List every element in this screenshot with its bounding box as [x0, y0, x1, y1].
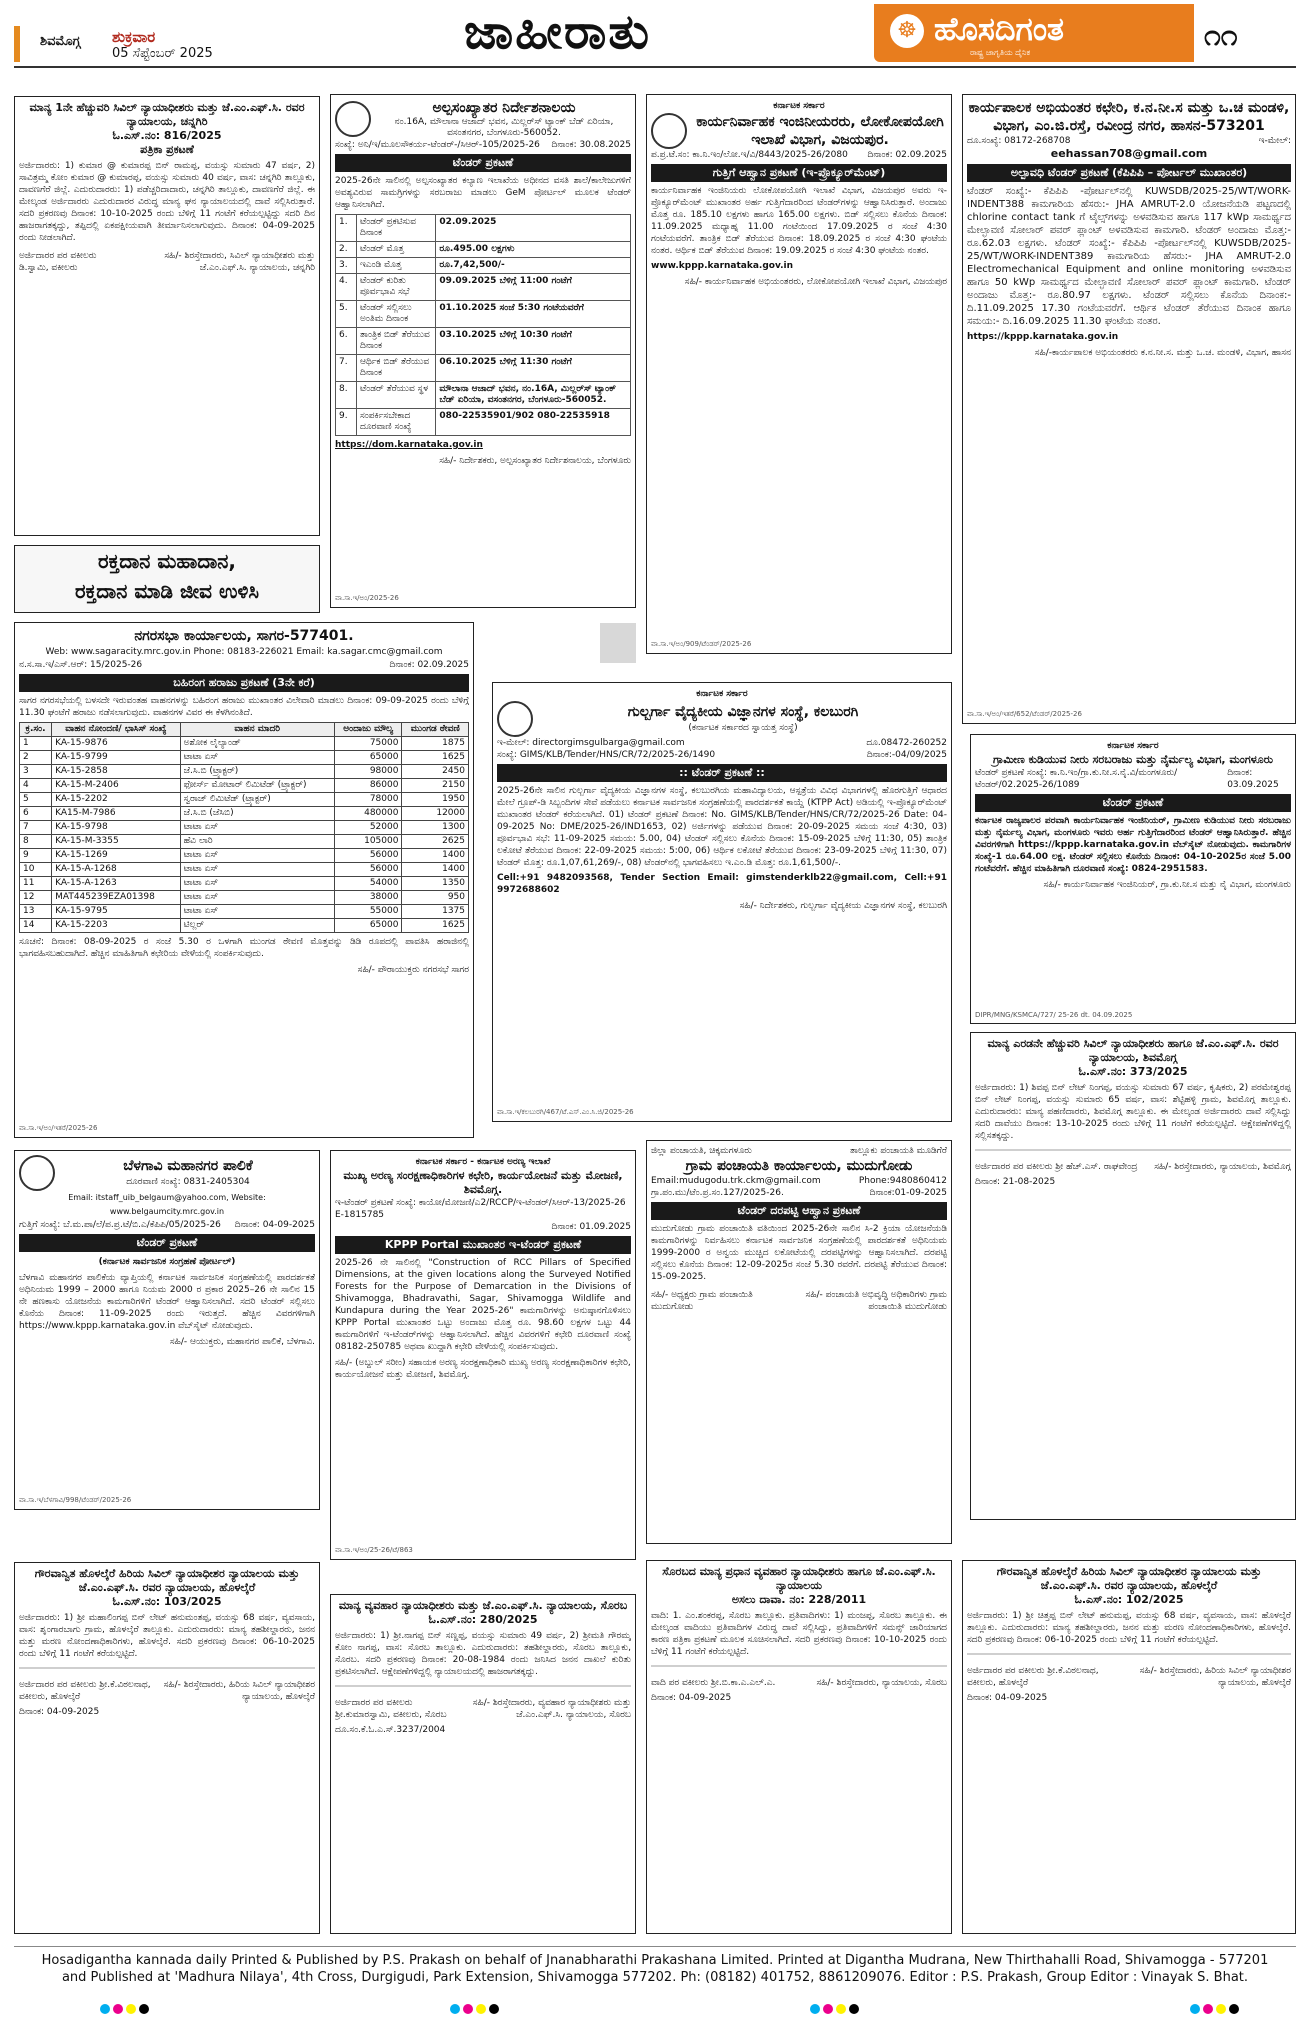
- table-cell: KA-15-M-3355: [52, 835, 180, 849]
- schedule-row: [336, 258, 631, 274]
- notice-body: ಮುದುಗೋಡು ಗ್ರಾಮ ಪಂಚಾಯಿತಿ ವತಿಯಿಂದ 2025-26ನೇ ಸಾಲಿನ ಸಿ-2 ಕ್ರಿಯಾ ಯೋಜನೆಯಡಿ ಕಾಮಗಾರಿಗಳನ್ನು ನಿರ್ವಹಿಸಲು ಕರ್ನಾಟಕ ಸಾರ್ವಜನಿಕ ಸಂಗ್ರಹಣೆಯಲ್ಲಿ ಪಾರದರ್ಶಕತೆ ಅಧಿನಿಯಮ 1999-2000 ರ ಅನ್ವಯ ಮುಚ್ಚಿದ ಲಕೋಟೆಯಲ್ಲಿ ದರಪಟ್ಟಿಗಳನ್ನು ಆಹ್ವಾನಿಸಲಾಗಿದೆ. ದರಪಟ್ಟಿ ಸಲ್ಲಿಸಲು ಕೊನೆಯ ದಿನಾಂಕ: 12-09-2025ರ ಸಂಜೆ 5.30 ರವರೆಗೆ. ದರಪಟ್ಟಿ ತೆರೆಯುವ ದಿನಾಂಕ: 15-09-2025.: [651, 1224, 947, 1282]
- table-cell: ಟಾಟಾ ಏಸ್: [180, 877, 334, 891]
- notice-heading: ಮಾನ್ಯ ವ್ಯವಹಾರ ನ್ಯಾಯಾಧೀಶರು ಮತ್ತು ಜೆ.ಎಂ.ಎಫ್.ಸಿ. ನ್ಯಾಯಾಲಯ, ಸೊರಬ: [338, 1599, 628, 1612]
- signatory-left: ಸಹಿ/- ಅಧ್ಯಕ್ಷರು ಗ್ರಾಮ ಪಂಚಾಯಿತಿ ಮುದುಗೋಡು: [651, 1290, 753, 1312]
- table-cell: KA-15-2203: [52, 919, 180, 933]
- notice-type-bar: ಗುತ್ತಿಗೆ ಆಹ್ವಾನ ಪ್ರಕಟಣೆ (ಇ-ಪ್ರೊಕ್ಯೂರ್‌ಮೆಂಟ್): [651, 164, 947, 182]
- signatory: ಸಹಿ/- ಕಾರ್ಯನಿರ್ವಾಹಕ ಇಂಜಿನಿಯರ್, ಗ್ರಾ.ಕು.ನೀ.ಸ ಮತ್ತು ನೈ ವಿಭಾಗ, ಮಂಗಳೂರು: [1043, 880, 1291, 890]
- signatory: ಸಹಿ/- ಶಿರಸ್ತೇದಾರರು, ಸಿವಿಲ್ ನ್ಯಾಯಾಧೀಶರು ಮತ್ತು ಜೆ.ಎಂ.ಎಫ್.ಸಿ. ನ್ಯಾಯಾಲಯ, ಚನ್ನಗಿರಿ: [164, 251, 315, 273]
- table-row: [20, 891, 469, 905]
- table-cell: ಜೆ.ಸಿ.ಬಿ (ಜೆಸಿಬಿ): [180, 807, 334, 821]
- government-label: ಕರ್ನಾಟಕ ಸರ್ಕಾರ: [696, 689, 748, 699]
- email-address: ಇ-ಮೇಲ್: directorgimsgulbarga@gmail.com: [497, 738, 685, 748]
- ad-code: ವಾ.ಸಾ.ಇ/ಕಲಬುರಗಿ/467/ಟೆ.ಎಸ್.ಎಂ.ಸಿ.ಜಿ/2025-26: [497, 1108, 634, 1116]
- case-number: ಓ.ಎಸ್.ನಂ: 280/2025: [428, 1613, 538, 1626]
- page-number: ೧೧: [1204, 18, 1238, 53]
- table-cell: ಜೆ.ಸಿ.ಬಿ (ಟ್ರ್ಯಾಕ್ಟರ್): [180, 765, 334, 779]
- signatory: ಸಹಿ/- ಶಿರಸ್ತೇದಾರರು, ನ್ಯಾಯಾಲಯ, ಶಿವಮೊಗ್ಗ: [1154, 1162, 1291, 1172]
- tender-minorities-directorate: [330, 94, 636, 608]
- ad-code: ವಾ.ಸಾ.ಇ/ಬೆಳಗಾವಿ/998/ಟೆಂಡರ್/2025-26: [19, 1496, 132, 1504]
- government-label: ಕರ್ನಾಟಕ ಸರ್ಕಾರ - ಕರ್ನಾಟಕ ಅರಣ್ಯ ಇಲಾಖೆ: [415, 1157, 551, 1167]
- table-cell: KA-15-2202: [52, 793, 180, 807]
- table-cell: 9: [20, 849, 52, 863]
- notice-date: ದಿನಾಂಕ: 21-08-2025: [975, 1177, 1056, 1187]
- edition-day: ಶುಕ್ರವಾರ: [112, 28, 156, 46]
- contact-details: Cell:+91 9482093568, Tender Section Email: gimstenderklb22@gmail.com, Cell:+91 9972688602: [497, 873, 947, 895]
- table-cell: 14: [20, 919, 52, 933]
- department-name: ಬೆಳಗಾವಿ ಮಹಾನಗರ ಪಾಲಿಕೆ: [123, 1158, 253, 1174]
- phone-number: Phone:9480860412: [858, 1176, 947, 1186]
- schedule-cell: 4.: [336, 274, 357, 301]
- phone-number: ದೂ.08472-260252: [866, 738, 947, 748]
- notice-date: ದಿನಾಂಕ: 04-09-2025: [234, 1220, 315, 1230]
- registration-mark-icon: [100, 2004, 149, 2016]
- department-name: ಗ್ರಾಮ ಪಂಚಾಯತಿ ಕಾರ್ಯಾಲಯ, ಮುದುಗೋಡು: [685, 1158, 913, 1174]
- notice-body: ಅರ್ಜಿದಾರರು: 1) ಶ್ರೀ ಚಿತ್ತಪ್ಪ ಬಿನ್ ಲೇಟ್ ಹನುಮಪ್ಪ, ವಯಸ್ಸು 68 ವರ್ಷ, ವ್ಯವಸಾಯ, ವಾಸ: ಹೊಳಲ್ಕೆರೆ ತಾಲ್ಲೂಕು. ಎದುರುದಾರರು: ಮಾನ್ಯ ತಹಶೀಲ್ದಾರರು, ಜನನ ಮತ್ತು ಮರಣ ನೋಂದಣಾಧಿಕಾರಿಗಳು, ಹೊಳಲ್ಕೆರೆ. ಸದರಿ ಪ್ರಕರಣವು ದಿನಾಂಕ: 06-10-2025 ರಂದು ಬೆಳಿಗ್ಗೆ 11 ಗಂಟೆಗೆ ಕರೆಯಲ್ಪಟ್ಟಿದೆ.: [967, 1611, 1291, 1645]
- notice-body: ಕರ್ನಾಟಕ ರಾಜ್ಯಪಾಲರ ಪರವಾಗಿ ಕಾರ್ಯನಿರ್ವಾಹಕ ಇಂಜಿನಿಯರ್, ಗ್ರಾಮೀಣ ಕುಡಿಯುವ ನೀರು ಸರಬರಾಜು ಮತ್ತು ನೈರ್ಮಲ್ಯ ವಿಭಾಗ, ಮಂಗಳೂರು ಇವರು ಅರ್ಹ ಗುತ್ತಿಗೆದಾರರಿಂದ ಟೆಂಡರ್ ಆಹ್ವಾನಿಸಿರುತ್ತಾರೆ. ಹೆಚ್ಚಿನ ವಿವರಗಳಿಗಾಗಿ https://kppp.karnataka.gov.in ವೆಬ್‌ಸೈಟ್ ನೋಡುವುದು. ಕಾಮಗಾರಿಗಳ ಸಂಖ್ಯೆ-1 ರೂ.64.00 ಲಕ್ಷ. ಟೆಂಡರ್ ಸಲ್ಲಿಸಲು ಕೊನೆಯ ದಿನಾಂಕ: 04-10-2025ರ ಸಂಜೆ 5.00 ಗಂಟೆವರೆಗೆ. ಹೆಚ್ಚಿನ ಮಾಹಿತಿಗಾಗಿ ದೂರವಾಣಿ ಸಂಖ್ಯೆ: 0824-2951583.: [975, 816, 1291, 874]
- corporation-emblem-icon: [19, 1155, 55, 1191]
- table-row: [20, 877, 469, 891]
- government-label: ಕರ್ನಾಟಕ ಸರ್ಕಾರ: [1107, 741, 1159, 751]
- table-cell: 86000: [334, 779, 402, 793]
- table-row: [20, 765, 469, 779]
- masthead: [14, 4, 1296, 64]
- table-cell: KA-15-9799: [52, 751, 180, 765]
- notice-body: ಅರ್ಜಿದಾರರು: 1) ಶಿವಪ್ಪ ಬಿನ್ ಲೇಟ್ ನಿಂಗಪ್ಪ, ವಯಸ್ಸು ಸುಮಾರು 67 ವರ್ಷ, ಕೃಷಿಕರು, 2) ಪರಮೇಶ್ವರಪ್ಪ ಬಿನ್ ಲೇಟ್ ನಿಂಗಪ್ಪ, ವಯಸ್ಸು ಸುಮಾರು 65 ವರ್ಷ, ವಾಸ: ಶೆಟ್ಟಿಹಳ್ಳಿ ಗ್ರಾಮ, ಶಿವಮೊಗ್ಗ ತಾಲ್ಲೂಕು. ಎದುರುದಾರರು: ಮಾನ್ಯ ಪಹಣಿದಾರರು, ಶಿವಮೊಗ್ಗ ತಾಲ್ಲೂಕು. ಈ ಮೇಲ್ಕಂಡ ಅರ್ಜಿದಾರರು ದಾವೆ ಸಲ್ಲಿಸಿದ್ದು ಸದರಿ ದಾವೆಯು ದಿನಾಂಕ: 13-10-2025 ರಂದು ಬೆಳಿಗ್ಗೆ 11 ಗಂಟೆಗೆ ಕರೆಯಲ್ಪಟ್ಟಿದೆ. ಆಕ್ಷೇಪಣೆಗಳಿದ್ದಲ್ಲಿ ಸಲ್ಲಿಸತಕ್ಕದ್ದು.: [975, 1083, 1291, 1141]
- department-name: ಮುಖ್ಯ ಅರಣ್ಯ ಸಂರಕ್ಷಣಾಧಿಕಾರಿಗಳ ಕಛೇರಿ, ಕಾರ್ಯಯೋಜನೆ ಮತ್ತು ಮೋಜಣಿ, ಶಿವಮೊಗ್ಗ.: [343, 1169, 623, 1196]
- masthead-divider: [14, 66, 1296, 68]
- phone-number: ದೂ.ಸಂಖ್ಯೆ: 08172-268708: [967, 136, 1071, 146]
- signatory: ಸಹಿ/- ಆಯುಕ್ತರು, ಮಹಾನಗರ ಪಾಲಿಕೆ, ಬೆಳಗಾವಿ.: [169, 1337, 315, 1347]
- table-cell: 54000: [334, 877, 402, 891]
- text-filler: [651, 1662, 947, 1671]
- reference-number: ಗ್ರಾ.ಪಂ.ಮು/ಟೆಂ.ಪ್ರ.ಸಂ.127/2025-26.: [651, 1188, 784, 1198]
- reference-number: ಸಂಖ್ಯೆ: GIMS/KLB/Tender/HNS/CR/72/2025-26/1490: [497, 750, 716, 760]
- column-header: ಅಂದಾಜು ಮೌಲ್ಯ: [334, 723, 402, 737]
- signatory: ಸಹಿ/- ಪೌರಾಯುಕ್ತರು ನಗರಸಭೆ ಸಾಗರ: [357, 965, 469, 975]
- tender-forest-shivamogga: [330, 1150, 636, 1560]
- website-link[interactable]: www.kppp.karnataka.gov.in: [651, 261, 794, 271]
- edition-date: 05 ಸೆಪ್ಟೆಂಬರ್ 2025: [112, 46, 213, 61]
- schedule-row: [336, 328, 631, 355]
- schedule-cell: 06.10.2025 ಬೆಳಿಗ್ಗೆ 11:30 ಗಂಟೆಗೆ: [436, 355, 631, 382]
- schedule-cell: 2.: [336, 242, 357, 258]
- schedule-row: [336, 355, 631, 382]
- table-cell: 12000: [402, 807, 469, 821]
- signatory: ಸಹಿ/-ಕಾರ್ಯಪಾಲಕ ಅಭಿಯಂತರರು ಕ.ನ.ನೀ.ಸ. ಮತ್ತು ಒ.ಚ. ಮಂಡಳಿ, ವಿಭಾಗ, ಹಾಸನ: [1034, 348, 1291, 358]
- notice-date: ದಿನಾಂಕ: 04-09-2025: [967, 1693, 1048, 1703]
- schedule-row: [336, 409, 631, 436]
- notice-body: ಅರ್ಜಿದಾರರು: 1) ಕುಮಾರ @ ಕುಮಾರಪ್ಪ ಬಿನ್ ರಾಮಪ್ಪ, ವಯಸ್ಸು ಸುಮಾರು 47 ವರ್ಷ, 2) ಸಾವಿತ್ರಮ್ಮ ಕೋಂ ಕುಮಾರ @ ಕುಮಾರಪ್ಪ, ವಯಸ್ಸು ಸುಮಾರು 40 ವರ್ಷ, ವಾಸ: ಚನ್ನಗಿರಿ ತಾಲ್ಲೂಕು, ದಾವಣಗೆರೆ ಜಿಲ್ಲೆ. ಎದುರುದಾರರು: 1) ಪಡೆಚ್ಚರಿದಾದಾರು, ಚನ್ನಗಿರಿ ತಾಲ್ಲೂಕು, ದಾವಣಗೆರೆ ಜಿಲ್ಲೆ. ಈ ಮೇಲ್ಕಂಡ ಅರ್ಜಿದಾರರು ಎದುರುದಾರರ ವಿರುದ್ಧ ಮಾನ್ಯ ಘನ ನ್ಯಾಯಾಲಯದಲ್ಲಿ ದಾವೆ ಸಲ್ಲಿಸಿರುತ್ತಾರೆ. ಸದರಿ ಪ್ರಕರಣವು ದಿನಾಂಕ: 10-10-2025 ರಂದು ಬೆಳಿಗ್ಗೆ 11 ಗಂಟೆಗೆ ಕರೆಯಲ್ಪಟ್ಟಿದ್ದು ಸದರಿ ದಿನ ಹಾಜರಾಗತಕ್ಕದ್ದು, ತಪ್ಪಿದಲ್ಲಿ ಏಕಪಕ್ಷೀಯವಾಗಿ ತೀರ್ಮಾನಿಸಲಾಗುವುದು. ದಿನಾಂಕ: 04-09-2025 ರಂದು ನೀಡಲಾಗಿದೆ.: [19, 161, 315, 243]
- column-header: ವಾಹನ ನೋಂದಣಿ/ ಛಾಸಿಸ್ ಸಂಖ್ಯೆ: [52, 723, 180, 737]
- advocate: ಅರ್ಜಿದಾರರ ಪರ ವಕೀಲರು ಶ್ರೀ.ಕೆ.ವಿಠಲನಾಥ, ವಕೀಲರು, ಹೊಳಲ್ಕೆರೆ: [967, 1666, 1099, 1688]
- table-cell: 52000: [334, 821, 402, 835]
- table-cell: 13: [20, 905, 52, 919]
- schedule-cell: 7.: [336, 355, 357, 382]
- notice-subtitle: (ಕರ್ನಾಟಕ ಸಾರ್ವಜನಿಕ ಸಂಗ್ರಹಣೆ ಪೋರ್ಟಲ್): [98, 1257, 236, 1267]
- website-link[interactable]: https://dom.karnataka.gov.in: [335, 440, 483, 450]
- table-cell: ಟಾಟಾ ಏಸ್: [180, 891, 334, 905]
- table-cell: KA-15-1269: [52, 849, 180, 863]
- table-cell: ಫೋರ್ಸ್ ಮೋಟಾರ್ ಲಿಮಿಟೆಡ್ (ಟ್ರ್ಯಾಕ್ಟರ್): [180, 779, 334, 793]
- tender-schedule-table: [335, 214, 631, 436]
- notice-intro: ಸಾಗರ ನಗರಸಭೆಯಲ್ಲಿ ಬಳಸದೇ ಇರುವಂತಹ ವಾಹನಗಳನ್ನು ಬಹಿರಂಗ ಹರಾಜು ಮುಖಾಂತರ ವಿಲೇವಾರಿ ಮಾಡಲು ದಿನಾಂಕ: 09-09-2025 ರಂದು ಬೆಳಿಗ್ಗೆ 11.30 ಘಂಟೆಗೆ ಹರಾಜು ನಡೆಸಲಾಗುವುದು. ವಾಹನಗಳ ವಿವರ ಈ ಕೆಳಗಿನಂತಿದೆ.: [19, 696, 469, 718]
- table-row: [20, 807, 469, 821]
- table-cell: 11: [20, 877, 52, 891]
- table-cell: 5: [20, 793, 52, 807]
- blood-donation-slogan: [14, 545, 320, 613]
- registration-mark-icon: [450, 2004, 499, 2016]
- table-cell: 105000: [334, 835, 402, 849]
- case-number: ಓ.ಎಸ್.ನಂ: 816/2025: [112, 129, 222, 142]
- table-cell: ಟಾಟಾ ಏಸ್: [180, 849, 334, 863]
- table-cell: 2625: [402, 835, 469, 849]
- schedule-cell: ಟೆಂಡರ್ ಮೊತ್ತ: [357, 242, 436, 258]
- signatory: ಸಹಿ/- ಶಿರಸ್ತೇದಾರರು, ವ್ಯವಹಾರ ನ್ಯಾಯಾಧೀಶರು ಮತ್ತು ಜೆ.ಎಂ.ಎಫ್.ಸಿ. ನ್ಯಾಯಾಲಯ, ಸೊರಬ: [472, 1698, 631, 1720]
- table-cell: 7: [20, 821, 52, 835]
- notice-heading: ಮಾನ್ಯ 1ನೇ ಹೆಚ್ಚುವರಿ ಸಿವಿಲ್ ನ್ಯಾಯಾಧೀಶರು ಮತ್ತು ಜೆ.ಎಂ.ಎಫ್.ಸಿ. ರವರ ನ್ಯಾಯಾಲಯ, ಚನ್ನಗಿರಿ: [29, 101, 305, 128]
- schedule-cell: ಆರ್ಥಿಕ ಬಿಡ್ ತೆರೆಯುವ ದಿನಾಂಕ: [357, 355, 436, 382]
- table-cell: 65000: [334, 919, 402, 933]
- schedule-row: [336, 301, 631, 328]
- schedule-cell: 6.: [336, 328, 357, 355]
- court-notice-soraba-2: [646, 1560, 952, 1934]
- notice-body: ಅರ್ಜಿದಾರರು: 1) ಶ್ರೀ ಮಹಾಲಿಂಗಪ್ಪ ಬಿನ್ ಲೇಟ್ ಹನುಮಂತಪ್ಪ, ವಯಸ್ಸು 68 ವರ್ಷ, ವ್ಯವಸಾಯ, ವಾಸ: ಶೃಂಗಾರಬಾಗು ಗ್ರಾಮ, ಹೊಳಲ್ಕೆರೆ ತಾಲ್ಲೂಕು. ಎದುರುದಾರರು: ಮಾನ್ಯ ತಹಶೀಲ್ದಾರರು, ಜನನ ಮತ್ತು ಮರಣ ನೋಂದಣಾಧಿಕಾರಿಗಳು, ಹೊಳಲ್ಕೆರೆ. ಸದರಿ ಪ್ರಕರಣವು ದಿನಾಂಕ: 06-10-2025 ರಂದು ಬೆಳಿಗ್ಗೆ 11 ಗಂಟೆಗೆ ಕರೆಯಲ್ಪಟ್ಟಿದೆ.: [19, 1613, 315, 1659]
- notice-date: ದಿನಾಂಕ:01-09-2025: [869, 1188, 947, 1198]
- table-cell: 55000: [334, 905, 402, 919]
- institute-subtitle: (ಕರ್ನಾಟಕ ಸರ್ಕಾರದ ಸ್ವಾಯತ್ತ ಸಂಸ್ಥೆ): [688, 723, 798, 733]
- imprint-line-2: and Published at 'Madhura Nilaya', 4th Cross, Durgigudi, Park Extension, Shivamogga 577202. Ph: (08182) 401752, 8861209076. Editor : P.S. Prakash, Group Editor : Vinayak S. Bhat.: [61, 1970, 1249, 1985]
- table-cell: 2450: [402, 765, 469, 779]
- schedule-cell: ರೂ.7,42,500/-: [436, 258, 631, 274]
- notice-date: ದಿನಾಂಕ: 03.09.2025: [1227, 768, 1279, 790]
- signatory-right: ಸಹಿ/- ಪಂಚಾಯತಿ ಅಭಿವೃದ್ಧಿ ಅಧಿಕಾರಿಗಳು ಗ್ರಾಮ ಪಂಚಾಯಿತಿ ಮುದುಗೋಡು: [805, 1290, 947, 1312]
- text-filler: [19, 1664, 315, 1673]
- department-name: ನಗರಸಭಾ ಕಾರ್ಯಾಲಯ, ಸಾಗರ-577401.: [134, 628, 354, 644]
- notice-type-bar: ಬಹಿರಂಗ ಹರಾಜು ಪ್ರಕಟಣೆ (3ನೇ ಕರೆ): [19, 674, 469, 692]
- registration-mark-icon: [810, 2004, 859, 2016]
- table-cell: 1350: [402, 877, 469, 891]
- government-label-right: ತಾಲ್ಲೂಕು ಪಂಚಾಯತಿ ಮೂಡಿಗೆರೆ: [849, 1146, 947, 1156]
- advocate: ಅರ್ಜಿದಾರರ ಪರ ವಕೀಲರು ಶ್ರೀ ಹೆಚ್.ಎಸ್. ರಾಘವೇಂದ್ರ: [975, 1162, 1138, 1172]
- table-cell: 12: [20, 891, 52, 905]
- notice-type-bar: ಟೆಂಡರ್ ಪ್ರಕಟಣೆ: [19, 1234, 315, 1252]
- tender-gims-kalaburagi: [492, 682, 952, 1122]
- schedule-cell: ಟೆಂಡರ್ ತೆರೆಯುವ ಸ್ಥಳ: [357, 382, 436, 409]
- table-cell: 2: [20, 751, 52, 765]
- table-cell: 2150: [402, 779, 469, 793]
- schedule-cell: 3.: [336, 258, 357, 274]
- table-row: [20, 793, 469, 807]
- signatory: ಸಹಿ/- (ಅಬ್ದುಲ್ ಸರೀಂ) ಸಹಾಯಕ ಅರಣ್ಯ ಸಂರಕ್ಷಣಾಧಿಕಾರಿ ಮುಖ್ಯ ಅರಣ್ಯ ಸಂರಕ್ಷಣಾಧಿಕಾರಿಗಳ ಕಛೇರಿ, ಕಾರ್ಯಯೋಜನೆ ಮತ್ತು ಮೋಜಣಿ, ಶಿವಮೊಗ್ಗ.: [335, 1358, 631, 1380]
- tender-pwd-vijayapura: [646, 94, 952, 654]
- table-row: [20, 737, 469, 751]
- notice-type-bar: ಟೆಂಡರ್ ಪ್ರಕಟಣೆ: [975, 794, 1291, 812]
- schedule-cell: ತಾಂತ್ರಿಕ ಬಿಡ್ ತೆರೆಯುವ ದಿನಾಂಕ: [357, 328, 436, 355]
- ad-code: ವಾ.ಸಾ.ಇ/ಅಂ/ಇತರೆ/2025-26: [19, 1124, 98, 1132]
- table-cell: ಟಾಟಾ ಏಸ್: [180, 751, 334, 765]
- institute-name: ಗುಲ್ಬರ್ಗಾ ವೈದ್ಯಕೀಯ ವಿಜ್ಞಾನಗಳ ಸಂಸ್ಥೆ, ಕಲಬುರಗಿ: [627, 704, 859, 720]
- masthead-accent-bar: [14, 26, 20, 62]
- footer-divider: [14, 1946, 1296, 1947]
- email-address: eehassan708@gmail.com: [1050, 147, 1208, 160]
- reference-number: ಸಂಖ್ಯೆ: ಅನಿ/ಇ/ಮೂಲಸೌಕರ್ಯ-ಟೆಂಡರ್-/ಸಿಆರ್-105/2025-26: [335, 140, 540, 150]
- table-cell: 38000: [334, 891, 402, 905]
- table-cell: 6: [20, 807, 52, 821]
- schedule-cell: ಟೆಂಡರ್ ಕುರಿತು ಪೂರ್ವಭಾವಿ ಸಭೆ: [357, 274, 436, 301]
- table-cell: ಟಾಟಾ ಏಸ್: [180, 863, 334, 877]
- auction-notice-sagar-cmc: [14, 622, 474, 1138]
- table-cell: 3: [20, 765, 52, 779]
- notice-date: ದಿನಾಂಕ: 04-09-2025: [651, 1693, 732, 1703]
- schedule-cell: 01.10.2025 ಸಂಜೆ 5:30 ಗಂಟೆಯವರೆಗೆ: [436, 301, 631, 328]
- table-cell: KA-15-A-1268: [52, 863, 180, 877]
- ad-code: ವಾ.ಸಾ.ಇ/ಅಂ/2025-26: [335, 594, 399, 602]
- department-name: ಕಾರ್ಯನಿರ್ವಾಹಕ ಇಂಜಿನೀಯರರು, ಲೋಕೋಪಯೋಗಿ ಇಲಾಖೆ ವಿಭಾಗ, ವಿಜಯಪುರ.: [696, 114, 944, 148]
- table-cell: 1300: [402, 821, 469, 835]
- government-label: ಕರ್ನಾಟಕ ಸರ್ಕಾರ: [773, 101, 825, 111]
- table-cell: ಟಾಟಾ ಏಸ್: [180, 821, 334, 835]
- tender-belagavi-corporation: [14, 1150, 320, 1510]
- table-cell: KA15-M-7986: [52, 807, 180, 821]
- advocate: ಅರ್ಜಿದಾರರ ಪರ ವಕೀಲರು ಶ್ರೀ.ಕುಮಾರಸ್ವಾಮಿ, ವಕೀಲರು, ಸೊರಬ: [335, 1698, 447, 1720]
- column-header: ಕ್ರ.ಸಂ.: [20, 723, 52, 737]
- notice-type-bar: :: ಟೆಂಡರ್ ಪ್ರಕಟಣೆ ::: [497, 764, 947, 782]
- government-label: ಜಿಲ್ಲಾ ಪಂಚಾಯತಿ, ಚಿಕ್ಕಮಗಳೂರು: [651, 1146, 752, 1156]
- table-cell: 8: [20, 835, 52, 849]
- text-filler: [967, 1650, 1291, 1659]
- schedule-cell: ಟೆಂಡರ್ ಪ್ರಕಟಿಸುವ ದಿನಾಂಕ: [357, 215, 436, 242]
- notice-body: 2025-26ನೇ ಸಾಲಿನಲ್ಲಿ ಅಲ್ಪಸಂಖ್ಯಾತರ ಕಲ್ಯಾಣ ಇಲಾಖೆಯ ಅಧೀನದ ವಸತಿ ಶಾಲೆ/ಕಾಲೇಜುಗಳಿಗೆ ಅವಶ್ಯವಿರುವ ಸಾಮಗ್ರಿಗಳನ್ನು ಸರಬರಾಜು ಮಾಡಲು GeM ಪೋರ್ಟಲ್ ಮೂಲಕ ಟೆಂಡರ್ ಆಹ್ವಾನಿಸಲಾಗಿದೆ.: [335, 176, 631, 210]
- notice-heading: ಗೌರವಾನ್ವಿತ ಹೊಳಲ್ಕೆರೆ ಹಿರಿಯ ಸಿವಿಲ್ ನ್ಯಾಯಾಧೀಶರ ನ್ಯಾಯಾಲಯ ಮತ್ತು ಜೆ.ಎಂ.ಎಫ್.ಸಿ. ರವರ ನ್ಯಾಯಾಲಯ, ಹೊಳಲ್ಕೆರೆ: [996, 1565, 1262, 1592]
- case-number: ಅಸಲು ದಾವಾ. ನಂ: 228/2011: [731, 1593, 867, 1606]
- reference-number: ಗುತ್ತಿಗೆ ಸಂಖ್ಯೆ: ಬೆ.ಮ.ಪಾ/ಲೆ/ಪ.ಪ್ರ.ಟೆ/ಬಿ.ಎ/ಕೆಪಿಪಿ/05/2025-26: [19, 1220, 221, 1230]
- notice-heading: ಮಾನ್ಯ ಎರಡನೇ ಹೆಚ್ಚುವರಿ ಸಿವಿಲ್ ನ್ಯಾಯಾಧೀಶರು ಹಾಗೂ ಜೆ.ಎಂ.ಎಫ್.ಸಿ. ರವರ ನ್ಯಾಯಾಲಯ, ಶಿವಮೊಗ್ಗ: [987, 1037, 1279, 1064]
- court-notice-shivamogga: [970, 1032, 1296, 1520]
- notice-body: ವಾದಿ: 1. ಎಂ.ಶಂಕರಪ್ಪ, ಸೊರಬ ತಾಲ್ಲೂಕು. ಪ್ರತಿವಾದಿಗಳು: 1) ಮಂಜಪ್ಪ, ಸೊರಬ ತಾಲ್ಲೂಕು. ಈ ಮೇಲ್ಕಂಡ ವಾದಿಯು ಪ್ರತಿವಾದಿಗಳ ವಿರುದ್ಧ ದಾವೆ ಸಲ್ಲಿಸಿದ್ದು, ಪ್ರತಿವಾದಿಗಳಿಗೆ ಸಮನ್ಸ್ ಜಾರಿಯಾಗದ ಕಾರಣ ಪತ್ರಿಕಾ ಪ್ರಕಟಣೆ ಮೂಲಕ ಸೂಚಿಸಲಾಗಿದೆ. ಸದರಿ ಪ್ರಕರಣವು ದಿನಾಂಕ: 10-10-2025 ರಂದು ಬೆಳಿಗ್ಗೆ 11 ಗಂಟೆಗೆ ಕರೆಯಲ್ಪಟ್ಟಿದೆ.: [651, 1611, 947, 1657]
- table-row: [20, 849, 469, 863]
- table-cell: MAT445239EZA01398: [52, 891, 180, 905]
- signatory: ಸಹಿ/- ನಿರ್ದೇಶಕರು, ಅಲ್ಪಸಂಖ್ಯಾತರ ನಿರ್ದೇಶನಾಲಯ, ಬೆಂಗಳೂರು: [439, 456, 631, 466]
- table-cell: 10: [20, 863, 52, 877]
- government-emblem-icon: [651, 113, 687, 149]
- brand-logo-icon: ☸: [890, 14, 924, 48]
- schedule-cell: 1.: [336, 215, 357, 242]
- notice-type-bar: KPPP Portal ಮುಖಾಂತರ ಇ-ಟೆಂಡರ್ ಪ್ರಕಟಣೆ: [335, 1236, 631, 1254]
- notice-date: ದಿನಾಂಕ:-04/09/2025: [866, 750, 947, 760]
- table-cell: 56000: [334, 849, 402, 863]
- email-address: Email:mudugodu.trk.ckm@gmail.com: [651, 1176, 821, 1186]
- notice-date: ದಿನಾಂಕ: 02.09.2025: [389, 660, 469, 670]
- table-cell: ಸ್ವರಾಜ್ ಲಿಮಿಟೆಡ್ (ಟ್ರ್ಯಾಕ್ಟರ್): [180, 793, 334, 807]
- signatory: ಸಹಿ/- ನಿರ್ದೇಶಕರು, ಗುಲ್ಬರ್ಗಾ ವೈದ್ಯಕೀಯ ವಿಜ್ಞಾನಗಳ ಸಂಸ್ಥೆ, ಕಲಬುರಗಿ: [739, 901, 947, 911]
- table-cell: KA-15-2858: [52, 765, 180, 779]
- slogan-line-2: ರಕ್ತದಾನ ಮಾಡಿ ಜೀವ ಉಳಿಸಿ: [74, 579, 260, 603]
- schedule-cell: 03.10.2025 ಬೆಳಿಗ್ಗೆ 10:30 ಗಂಟೆಗೆ: [436, 328, 631, 355]
- print-imprint: [14, 1952, 1296, 1986]
- schedule-cell: ಮೌಲಾನಾ ಆಜಾದ್ ಭವನ, ನಂ.16A, ಮಿಲ್ಲರ್‌ಸ್ ಟ್ಯಾಂಕ್ ಬೆಡ್ ಏರಿಯಾ, ವಸಂತನಗರ, ಬೆಂಗಳೂರು-560052.: [436, 382, 631, 409]
- table-cell: KA-15-9795: [52, 905, 180, 919]
- table-cell: KA-15-9798: [52, 821, 180, 835]
- ad-code: ವಾ.ಸಾ.ಇ/ಅಂ/25-26/ಟೆ/863: [335, 1546, 413, 1554]
- signatory: ಸಹಿ/- ಶಿರಸ್ತೇದಾರರು, ಹಿರಿಯ ಸಿವಿಲ್ ನ್ಯಾಯಾಧೀಶರ ನ್ಯಾಯಾಲಯ, ಹೊಳಲ್ಕೆರೆ: [1139, 1666, 1291, 1688]
- edition-city: ಶಿವಮೊಗ್ಗ: [40, 34, 81, 49]
- notice-type-bar: ಟೆಂಡರ್ ದರಪಟ್ಟಿ ಆಹ್ವಾನ ಪ್ರಕಟಣೆ: [651, 1202, 947, 1220]
- court-notice-channagiri: [14, 96, 320, 536]
- schedule-cell: 02.09.2025: [436, 215, 631, 242]
- notice-body: ಅರ್ಜಿದಾರರು: 1) ಶ್ರೀ.ನಾಗಪ್ಪ ಬಿನ್ ಸಣ್ಣಪ್ಪ, ವಯಸ್ಸು ಸುಮಾರು 49 ವರ್ಷ, 2) ಶ್ರೀಮತಿ ಗೌರಮ್ಮ ಕೋಂ ನಾಗಪ್ಪ, ವಾಸ: ಸೊರಬ ತಾಲ್ಲೂಕು. ಎದುರುದಾರರು: ತಹಶೀಲ್ದಾರರು, ಸೊರಬ ತಾಲ್ಲೂಕು, ಸೊರಬ. ಸದರಿ ಪ್ರಕರಣವು ದಿನಾಂಕ: 20-08-1984 ರಂದು ಜನಿಸಿದ ಜನನ ದಾಖಲೆ ಕುರಿತು ಪ್ರಕಟಿಸಲಾಗಿದೆ. ಆಕ್ಷೇಪಣೆಗಳಿದ್ದಲ್ಲಿ ನ್ಯಾಯಾಲಯದಲ್ಲಿ ಹಾಜರಾಗತಕ್ಕದ್ದು.: [335, 1631, 631, 1677]
- reference-number: ನ.ಸ.ಸಾ.ಇ/ಎಸ್.ಆರ್: 15/2025-26: [19, 660, 143, 670]
- institute-emblem-icon: [497, 701, 533, 737]
- schedule-cell: 09.09.2025 ಬೆಳಿಗ್ಗೆ 11:00 ಗಂಟೆಗೆ: [436, 274, 631, 301]
- reference-number: ಟೆಂಡರ್ ಪ್ರಕಟಣೆ ಸಂಖ್ಯೆ: ಕಾ.ನಿ.ಇಂ/ಗ್ರಾ.ಕು.ನೀ.ಸ.ನೈ.ವಿ/ಮಂಗಳೂರು/ಟೆಂಡರ್/02.2025-26/1089: [975, 768, 1178, 790]
- table-cell: KA-15-A-1263: [52, 877, 180, 891]
- table-cell: 65000: [334, 751, 402, 765]
- notice-body: ಸೂಚನೆ: ದಿನಾಂಕ: 08-09-2025 ರ ಸಂಜೆ 5.30 ರ ಒಳಗಾಗಿ ಮುಂಗಡ ಠೇವಣಿ ಮೊತ್ತವನ್ನು ಡಿಡಿ ರೂಪದಲ್ಲಿ ಪಾವತಿಸಿ ಹರಾಜಿನಲ್ಲಿ ಭಾಗವಹಿಸಬಹುದಾಗಿದೆ. ಹೆಚ್ಚಿನ ಮಾಹಿತಿಗಾಗಿ ಕಛೇರಿಯ ವೇಳೆಯಲ್ಲಿ ಸಂಪರ್ಕಿಸುವುದು.: [19, 937, 469, 959]
- notice-heading: ಸೊರಬದ ಮಾನ್ಯ ಪ್ರಧಾನ ವ್ಯವಹಾರ ನ್ಯಾಯಾಧೀಶರು ಹಾಗೂ ಜೆ.ಎಂ.ಎಫ್.ಸಿ. ನ್ಯಾಯಾಲಯ: [662, 1565, 936, 1592]
- table-row: [20, 751, 469, 765]
- department-address: ನಂ.16A, ಮೌಲಾನಾ ಆಜಾದ್ ಭವನ, ಮಿಲ್ಲರ್‌ಸ್ ಟ್ಯಾಂಕ್ ಬೆಡ್ ಏರಿಯಾ, ವಸಂತನಗರ, ಬೆಂಗಳೂರು-560052.: [394, 117, 614, 138]
- table-cell: 56000: [334, 863, 402, 877]
- table-cell: 1625: [402, 919, 469, 933]
- table-cell: KA-15-9876: [52, 737, 180, 751]
- government-emblem-icon: [335, 101, 371, 137]
- department-email: Email: itstaff_uib_belgaum@yahoo.com, Website: www.belgaumcity.mrc.gov.in: [68, 1193, 266, 1216]
- email-label: ಇ-ಮೇಲ್:: [1258, 136, 1291, 146]
- department-name: ಗ್ರಾಮೀಣ ಕುಡಿಯುವ ನೀರು ಸರಬರಾಜು ಮತ್ತು ನೈರ್ಮಲ್ಯ ವಿಭಾಗ, ಮಂಗಳೂರು: [992, 753, 1274, 766]
- notice-subheading: ಪತ್ರಿಕಾ ಪ್ರಕಟಣೆ: [140, 143, 194, 156]
- signatory: ಸಹಿ/- ಶಿರಸ್ತೇದಾರರು, ನ್ಯಾಯಾಲಯ, ಸೊರಬ: [816, 1678, 947, 1688]
- ad-code: ವಾ.ಸಾ.ಇ/ಅಂ/ಇತರೆ/652/ಟೆಂಡರ್/2025-26: [967, 710, 1082, 718]
- table-cell: 1400: [402, 849, 469, 863]
- table-cell: 1950: [402, 793, 469, 807]
- table-cell: 1375: [402, 905, 469, 919]
- table-cell: KA-15-M-2406: [52, 779, 180, 793]
- department-name: ಕಾರ್ಯಪಾಲಕ ಅಭಿಯಂತರ ಕಛೇರಿ, ಕ.ನ.ನೀ.ಸ ಮತ್ತು ಒ.ಚ ಮಂಡಳಿ, ವಿಭಾಗ, ಎಂ.ಜಿ.ರಸ್ತೆ, ರವೀಂದ್ರ ನಗರ, ಹಾಸನ-573201: [968, 100, 1290, 134]
- page-title: ಜಾಹೀರಾತು: [464, 4, 652, 60]
- court-notice-holalkere-2: [962, 1560, 1296, 1934]
- imprint-line-1: Hosadigantha kannada daily Printed & Published by P.S. Prakash on behalf of Jnanabharathi Prakashana Limited. Printed at Digantha Mudrana, New Thirthahalli Road, Shivamogga - 577201: [41, 1953, 1269, 1968]
- court-notice-soraba-1: [330, 1594, 636, 1934]
- department-contact: Web: www.sagaracity.mrc.gov.in Phone: 08183-226021 Email: ka.sagar.cmc@gmail.com: [45, 647, 443, 657]
- notice-body: 2025-26 ನೇ ಸಾಲಿನಲ್ಲಿ "Construction of RCC Pillars of Specified Dimensions, at the given locations along the Surveyed Notified Forests for the Purpose of Demarcation in the Divisions of Shivamogga, Bhadravathi, Sagar, Shivamogga Wildlife and Kundapura during the Year 2025-26" ಕಾಮಗಾರಿಗಳನ್ನು ಅನುಷ್ಠಾನಗೊಳಿಸಲು KPPP Portal ಮುಖಾಂತರ ಒಟ್ಟು ಅಂದಾಜು ಮೊತ್ತ ರೂ. 98.60 ಲಕ್ಷಗಳ ಒಟ್ಟು 44 ಕಾಮಗಾರಿಗಳಿಗೆ ಇ-ಟೆಂಡರ್‌ಗಳನ್ನು ಆಹ್ವಾನಿಸಲಾಗಿದೆ. ಹೆಚ್ಚಿನ ವಿವರಗಳಿಗೆ ಕಛೇರಿ ದೂರವಾಣಿ ಸಂಖ್ಯೆ 08182-250785 ಅಥವಾ ಖುದ್ದಾಗಿ ಕಛೇರಿ ವೇಳೆಯಲ್ಲಿ ಸಂಪರ್ಕಿಸುವುದು.: [335, 1258, 631, 1352]
- tender-mudugodu-grama-panchayat: [646, 1140, 952, 1544]
- table-cell: 98000: [334, 765, 402, 779]
- table-row: [20, 821, 469, 835]
- slogan-line-1: ರಕ್ತದಾನ ಮಹಾದಾನ,: [98, 549, 236, 573]
- table-row: [20, 905, 469, 919]
- table-row: [20, 919, 469, 933]
- schedule-row: [336, 274, 631, 301]
- schedule-row: [336, 242, 631, 258]
- schedule-cell: 080-22535901/902 080-22535918: [436, 409, 631, 436]
- department-name: ಅಲ್ಪಸಂಖ್ಯಾತರ ನಿರ್ದೇಶನಾಲಯ: [432, 100, 576, 116]
- column-header: ಮುಂಗಡ ಠೇವಣಿ: [402, 723, 469, 737]
- schedule-cell: 9.: [336, 409, 357, 436]
- brand-tagline: ರಾಷ್ಟ್ರ ಜಾಗೃತಿಯ ದೈನಿಕ: [970, 48, 1031, 57]
- table-cell: 4: [20, 779, 52, 793]
- notice-body: ಟೆಂಡರ್ ಸಂಖ್ಯೆ:- ಕೆಪಿಪಿಪಿ -ಪೋರ್ಟಲ್‌ನಲ್ಲಿ KUWSDB/2025-25/WT/WORK-INDENT388 ಕಾಮಗಾರಿಯ ಹೆಸರು:- JHA AMRUT-2.0 ಯೋಜನೆಯಡಿ ಪಟ್ಟಣದಲ್ಲಿ chlorine contact tank ಗೆ ಟೈಲ್ಸ್‌ಗಳನ್ನು ಅಳವಡಿಸುವ ಹಾಗೂ 117 kWp ಸಾಮರ್ಥ್ಯದ ಮೇಲ್ಛಾವಣಿ ಸೋಲಾರ್ ಪವರ್ ಪ್ಲಾಂಟ್ ಅಳವಡಿಸುವ ಕಾಮಗಾರಿ. ಟೆಂಡರ್ ಅಂದಾಜು ಮೊತ್ತ:- ರೂ.62.03 ಲಕ್ಷಗಳು. ಟೆಂಡರ್ ಸಂಖ್ಯೆ:- ಕೆಪಿಪಿಪಿ -ಪೋರ್ಟಲ್‌ನಲ್ಲಿ KUWSDB/2025-25/WT/WORK-INDENT389 ಕಾಮಗಾರಿಯ ಹೆಸರು:- JHA AMRUT-2.0 Electromechanical Equipment and online monitoring ಅಳವಡಿಸುವ ಹಾಗೂ 50 kWp ಸಾಮರ್ಥ್ಯದ ಮೇಲ್ಛಾವಣಿ ಸೋಲಾರ್ ಪವರ್ ಪ್ಲಾಂಟ್ ಕಾಮಗಾರಿ. ಟೆಂಡರ್ ಅಂದಾಜು ಮೊತ್ತ:- ರೂ.80.97 ಲಕ್ಷಗಳು. ಟೆಂಡರ್ ಸಲ್ಲಿಸಲು ಕೊನೆಯ ದಿನಾಂಕ:- ದಿ.11.09.2025 17.30 ಗಂಟೆಯವರೆಗೆ. ಆರ್ಥಿಕ ಟೆಂಡರ್ ತೆರೆಯುವ ದಿನಾಂಕ ಹಾಗೂ ಸಮಯ:- ದಿ.16.09.2025 11.30 ಘಂಟೆಯ ನಂತರ.: [967, 186, 1291, 327]
- blank-ad-slot: [600, 623, 636, 663]
- table-cell: ಟಿಲ್ಲರ್: [180, 919, 334, 933]
- table-cell: 950: [402, 891, 469, 905]
- table-cell: 1400: [402, 863, 469, 877]
- notice-heading: ಗೌರವಾನ್ವಿತ ಹೊಳಲ್ಕೆರೆ ಹಿರಿಯ ಸಿವಿಲ್ ನ್ಯಾಯಾಧೀಶರ ನ್ಯಾಯಾಲಯ ಮತ್ತು ಜೆ.ಎಂ.ಎಫ್.ಸಿ. ರವರ ನ್ಯಾಯಾಲಯ, ಹೊಳಲ್ಕೆರೆ: [34, 1567, 300, 1594]
- table-cell: ಹೆವಿ ಲಾರಿ: [180, 835, 334, 849]
- notice-body: ಕಾರ್ಯನಿರ್ವಾಹಕ ಇಂಜಿನಿಯರು ಲೋಕೋಪಯೋಗಿ ಇಲಾಖೆ ವಿಭಾಗ, ವಿಜಯಪುರ ಅವರು ಇ-ಪ್ರೊಕ್ಯೂರ್‌ಮೆಂಟ್ ಮುಖಾಂತರ ಅರ್ಹ ಗುತ್ತಿಗೆದಾರರಿಂದ ಟೆಂಡರ್‌ಗಳನ್ನು ಆಹ್ವಾನಿಸಿರುತ್ತಾರೆ. ಅಂದಾಜು ಮೊತ್ತ ರೂ. 185.10 ಲಕ್ಷಗಳು ಹಾಗೂ 165.00 ಲಕ್ಷಗಳು. ಬಿಡ್ ಸಲ್ಲಿಸಲು ಕೊನೆಯ ದಿನಾಂಕ: 11.09.2025 ಮಧ್ಯಾಹ್ನ 11.00 ಗಂಟೆಯಿಂದ 17.09.2025 ರ ಸಂಜೆ 4:30 ಗಂಟೆಯವರೆಗೆ. ತಾಂತ್ರಿಕ ಬಿಡ್ ತೆರೆಯುವ ದಿನಾಂಕ: 18.09.2025 ರ ಸಂಜೆ 4:30 ಘಂಟೆಯ ನಂತರ. ಆರ್ಥಿಕ ಬಿಡ್ ತೆರೆಯುವ ದಿನಾಂಕ: 19.09.2025 ರ ಸಂಜೆ 4:30 ಘಂಟೆಯ ನಂತರ.: [651, 186, 947, 256]
- website-link[interactable]: https://kppp.karnataka.gov.in: [967, 332, 1119, 342]
- notice-date: ದಿನಾಂಕ: 30.08.2025: [551, 140, 631, 150]
- reference-number: ಇ-ಟೆಂಡರ್ ಪ್ರಕಟಣೆ ಸಂಖ್ಯೆ: ಕಾಯೋ/ಮೋಜಣಿ/ಎ2/RCCP/ಇ-ಟೆಂಡರ್/ಸಿಆರ್-13/2025-26 E-1815785: [335, 1198, 626, 1220]
- notice-body: ಬೆಳಗಾವಿ ಮಹಾನಗರ ಪಾಲಿಕೆಯ ವ್ಯಾಪ್ತಿಯಲ್ಲಿ ಕರ್ನಾಟಕ ಸಾರ್ವಜನಿಕ ಸಂಗ್ರಹಣೆಯಲ್ಲಿ ಪಾರದರ್ಶಕತೆ ಅಧಿನಿಯಮ 1999 – 2000 ಹಾಗೂ ನಿಯಮ 2000 ರ ಪ್ರಕಾರ 2025–26 ನೇ ಸಾಲಿನ 15 ನೇ ಹಣಕಾಸು ಯೋಜನೆಯ ಕಾಮಗಾರಿಗಳಿಗೆ ಟೆಂಡರ್ ಆಹ್ವಾನಿಸಲಾಗಿದೆ. ಸದರಿ ಟೆಂಡರ್ ಸಲ್ಲಿಸಲು ಕೊನೆಯ ದಿನಾಂಕ: 11-09-2025 ರಂದು ಇರುತ್ತದೆ. ಹೆಚ್ಚಿನ ವಿವರಗಳಿಗಾಗಿ https://www.kppp.karnataka.gov.in ವೆಬ್‌ಸೈಟ್ ನೋಡುವುದು.: [19, 1273, 315, 1331]
- table-cell: 1: [20, 737, 52, 751]
- registration-mark-icon: [1190, 2004, 1239, 2016]
- department-contact: ದೂರವಾಣಿ ಸಂಖ್ಯೆ: 0831-2405304: [126, 1177, 250, 1187]
- reference-number: ಪ.ಪ್ರ.ಟೆ.ಸಂ: ಕಾ.ನಿ.ಇಂ/ಲೋ.ಇ/ವಿ/8443/2025-26/2080: [651, 150, 848, 160]
- signatory: ಸಹಿ/- ಕಾರ್ಯನಿರ್ವಾಹಕ ಅಭಿಯಂತರರು, ಲೋಕೋಪಯೋಗಿ ಇಲಾಖೆ ವಿಭಾಗ, ವಿಜಯಪುರ: [684, 277, 947, 287]
- table-row: [20, 863, 469, 877]
- advocate: ಅರ್ಜಿದಾರರ ಪರ ವಕೀಲರು ಶ್ರೀ.ಕೆ.ವಿಠಲನಾಥ, ವಕೀಲರು, ಹೊಳಲ್ಕೆರೆ: [19, 1680, 151, 1702]
- notice-date: ದಿನಾಂಕ: 01.09.2025: [551, 1222, 631, 1232]
- text-filler: [335, 1682, 631, 1691]
- brand-banner: [874, 4, 1194, 62]
- table-cell: 75000: [334, 737, 402, 751]
- tender-rdwsd-mangaluru: [970, 734, 1296, 1024]
- schedule-cell: ರೂ.495.00 ಲಕ್ಷಗಳು: [436, 242, 631, 258]
- signatory: ಸಹಿ/- ಶಿರಸ್ತೇದಾರರು, ಹಿರಿಯ ಸಿವಿಲ್ ನ್ಯಾಯಾಧೀಶರ ನ್ಯಾಯಾಲಯ, ಹೊಳಲ್ಕೆರೆ: [163, 1680, 315, 1702]
- ad-code: DIPR/MNG/KSMCA/727/ 25-26 dt. 04.09.2025: [975, 1011, 1133, 1019]
- table-cell: 1625: [402, 751, 469, 765]
- court-notice-holalkere-1: [14, 1562, 320, 1934]
- schedule-row: [336, 215, 631, 242]
- vehicle-table: [19, 722, 469, 933]
- case-number: ಓ.ಎಸ್.ನಂ: 373/2025: [1078, 1065, 1188, 1078]
- notice-body: 2025-26ನೇ ಸಾಲಿನ ಗುಲ್ಬರ್ಗಾ ವೈದ್ಯಕೀಯ ವಿಜ್ಞಾನಗಳ ಸಂಸ್ಥೆ, ಕಲಬುರಗಿಯ ಮಹಾವಿದ್ಯಾಲಯ, ಆಸ್ಪತ್ರೆಯ ವಿವಿಧ ವಿಭಾಗಗಳಲ್ಲಿ ಹೊರಗುತ್ತಿಗೆ ಆಧಾರದ ಮೇಲೆ ಗ್ರೂಪ್-ಡಿ ಸಿಬ್ಬಂದಿಗಳ ಸೇವೆ ಪಡೆಯಲು ಕರ್ನಾಟಕ ಸಾರ್ವಜನಿಕ ಸಂಗ್ರಹಣೆಯಲ್ಲಿ ಪಾರದರ್ಶಕತೆ ಕಾಯ್ದೆ (KTPP Act) ಅಡಿಯಲ್ಲಿ ಇ-ಪ್ರೊಕ್ಯೂರ್‌ಮೆಂಟ್ ಮುಖಾಂತರ ಟೆಂಡರ್ ಕರೆಯಲಾಗಿದೆ. 01) ಟೆಂಡರ್ ಪ್ರಕಟಣೆ ದಿನಾಂಕ: No. GIMS/KLB/Tender/HNS/CR/72/2025-26 Date: 04-09-2025 No: DME/2025-26/IND1653, 02) ಅರ್ಜಿಗಳನ್ನು ಪಡೆಯುವ ದಿನಾಂಕ: 20-09-2025 ಸಮಯ ಸಂಜೆ 4:30, 03) ಪೂರ್ವಭಾವಿ ಸಭೆ: 11-09-2025 ಸಮಯ: 5.00, 04) ಟೆಂಡರ್ ಸಲ್ಲಿಸಲು ಕೊನೆಯ ದಿನಾಂಕ: 15-09-2025 ಬೆಳಿಗ್ಗೆ 11:30, 05) ತಾಂತ್ರಿಕ ಲಕೋಟೆ ತೆರೆಯುವ ದಿನಾಂಕ: 22-09-2025 ಸಮಯ: 5:00, 06) ಆರ್ಥಿಕ ಲಕೋಟೆ ತೆರೆಯುವ ದಿನಾಂಕ: 23-09-2025 ಬೆಳಿಗ್ಗೆ 11:30, 07) ಟೆಂಡರ್ ಮೊತ್ತ: ರೂ.1,07,61,269/-, 08) ಟೆಂಡರ್‌ನಲ್ಲಿ ಭಾಗವಹಿಸಲು ಇ.ಎಂ.ಡಿ ಮೊತ್ತ: ರೂ.1,61,500/-.: [497, 786, 947, 868]
- advocate: ಅರ್ಜಿದಾರರ ಪರ ವಕೀಲರು ಡಿ.ಸ್ವಾಮಿ, ವಕೀಲರು: [19, 251, 97, 273]
- brand-name: ಹೊಸದಿಗಂತ: [934, 10, 1064, 48]
- notice-date: ದಿನಾಂಕ: 04-09-2025: [19, 1707, 100, 1717]
- schedule-cell: ಟೆಂಡರ್ ಸಲ್ಲಿಸಲು ಅಂತಿಮ ದಿನಾಂಕ: [357, 301, 436, 328]
- case-number: ಓ.ಎಸ್.ನಂ: 103/2025: [112, 1595, 222, 1608]
- schedule-cell: ಇಎಂಡಿ ಮೊತ್ತ: [357, 258, 436, 274]
- schedule-cell: 5.: [336, 301, 357, 328]
- table-cell: 78000: [334, 793, 402, 807]
- table-row: [20, 779, 469, 793]
- schedule-row: [336, 382, 631, 409]
- ad-code: ವಾ.ಸಾ.ಇ/ಅಂ/909/ಟೆಂಡರ್/2025-26: [651, 640, 752, 648]
- tender-kuwsdb-hassan: [962, 94, 1296, 724]
- table-cell: ಅಶೋಕ ಲೈಲ್ಯಾಂಡ್: [180, 737, 334, 751]
- case-number: ಓ.ಎಸ್.ನಂ: 102/2025: [1074, 1593, 1184, 1606]
- table-cell: 1875: [402, 737, 469, 751]
- notice-type-bar: ಟೆಂಡರ್ ಪ್ರಕಟಣೆ: [335, 154, 631, 172]
- notice-type-bar: ಅಲ್ಪಾವಧಿ ಟೆಂಡರ್ ಪ್ರಕಟಣೆ (ಕೆಪಿಪಿಪಿ – ಪೋರ್ಟಲ್ ಮುಖಾಂತರ): [967, 164, 1291, 182]
- column-header: ವಾಹನ ಮಾದರಿ: [180, 723, 334, 737]
- schedule-cell: 8.: [336, 382, 357, 409]
- text-filler: [975, 1146, 1291, 1155]
- notice-date: ದಿನಾಂಕ: 02.09.2025: [867, 150, 947, 160]
- table-cell: ಟಾಟಾ ಏಸ್: [180, 905, 334, 919]
- table-cell: 480000: [334, 807, 402, 821]
- table-row: [20, 835, 469, 849]
- notice-reference: ದೂ.ಸಂ.ಕೆ.ಓ.ಎ.ಸ್.3237/2004: [335, 1725, 446, 1735]
- advocate: ವಾದಿ ಪರ ವಕೀಲರು ಶ್ರೀ.ಬಿ.ಕಾ.ಎ.ಎಲ್.ಎ.: [651, 1678, 776, 1688]
- schedule-cell: ಸಂಪರ್ಕಿಸಬೇಕಾದ ದೂರವಾಣಿ ಸಂಖ್ಯೆ: [357, 409, 436, 436]
